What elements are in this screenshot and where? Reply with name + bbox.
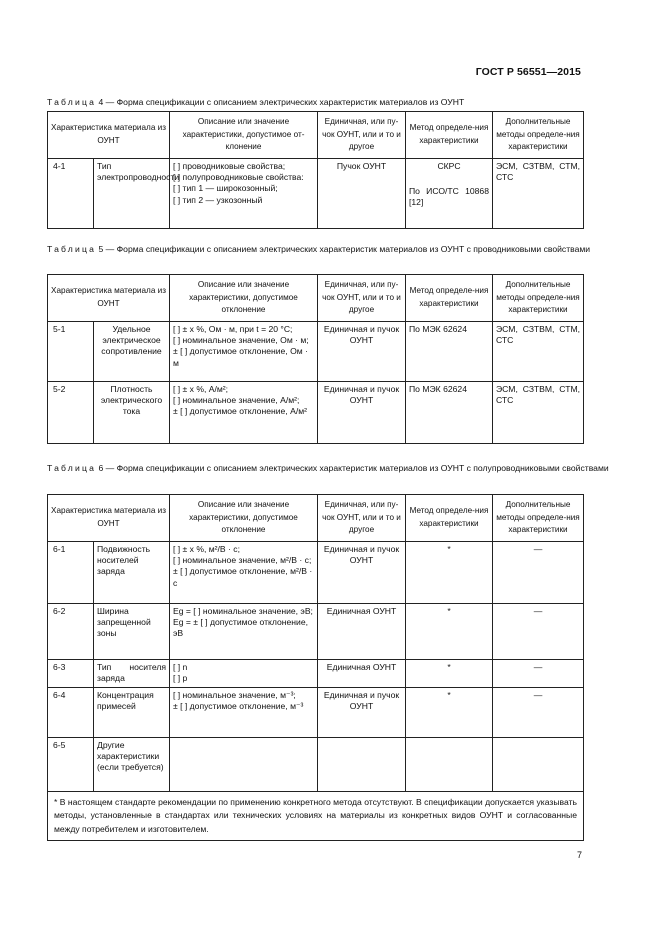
desc-line: [ ] тип 1 — широкозонный; [173,183,278,194]
footnote-row [48,792,584,841]
row-characteristic: Концентрация примесей [94,688,170,738]
row-description [170,688,318,738]
table5-caption [47,243,617,256]
header-unit: Единичная, или пу-чок ОУНТ, или и то и другое [318,112,406,159]
row-unit: Пучок ОУНТ [318,159,406,229]
desc-line: [ ] проводниковые свойства; [173,161,286,172]
row-extra [493,738,584,792]
header-method: Метод определе-ния характеристики [406,112,493,159]
desc-line: [ ] номинальное значение, м⁻³; [173,690,296,701]
desc-line: ± [ ] допустимое отклонение, А/м² [173,406,307,417]
table-row [48,322,584,382]
row-number: 4-1 [48,159,94,229]
desc-line: [ ] ± x %, Ом · м, при t = 20 °C; [173,324,293,335]
row-number: 6-5 [48,738,94,792]
row-number: 5-2 [48,382,94,444]
table-row [48,738,584,792]
row-extra: ЭСМ, СЗТВМ, СТМ, СТС [493,322,584,382]
desc-line: [ ] номинальное значение, м²/В · с; [173,555,312,566]
row-extra: — [493,542,584,604]
row-characteristic: Удельное электрическое сопротивление [94,322,170,382]
desc-line: [ ] p [173,673,188,684]
desc-line: ± [ ] допустимое отклонение, Ом · м [173,346,308,368]
header-unit: Единичная, или пу-чок ОУНТ, или и то и другое [318,275,406,322]
row-number: 5-1 [48,322,94,382]
row-description [170,604,318,660]
row-number: 6-3 [48,660,94,688]
method-line: СКРС [437,161,461,172]
row-characteristic: Подвижность носителей заряда [94,542,170,604]
row-description [170,322,318,382]
table-row [48,382,584,444]
row-number: 6-4 [48,688,94,738]
row-description [170,382,318,444]
header-method: Метод определе-ния характеристики [406,495,493,542]
row-method: * [406,604,493,660]
row-characteristic: Ширина запрещенной зоны [94,604,170,660]
table5-caption-text: 5 — Форма спецификации с описанием электрических характеристик материалов из ОУНТ с проводниковыми свойствами [98,244,591,254]
row-unit: Единичная и пучок ОУНТ [318,542,406,604]
row-characteristic: Плотность электрического тока [94,382,170,444]
header-method: Метод определе-ния характеристики [406,275,493,322]
row-extra: ЭСМ, СЗТВМ, СТМ, СТС [493,159,584,229]
row-characteristic: Тип носителя заряда [94,660,170,688]
header-description: Описание или значение характеристики, допустимое отклонение [170,495,318,542]
row-method [406,159,493,229]
table4-caption [47,96,617,109]
table4-caption-word: Таблица [47,97,97,107]
desc-line: [ ] ± x %, м²/В · с; [173,544,240,555]
header-characteristic: Характеристика материала из ОУНТ [48,495,170,542]
row-unit [318,738,406,792]
desc-line: ± [ ] допустимое отклонение, м⁻³ [173,701,304,712]
header-extra-methods: Дополнительные методы определе-ния характеристики [493,275,584,322]
header-characteristic: Характеристика материала из ОУНТ [48,275,170,322]
page-number: 7 [577,850,583,860]
method-line: По ИСО/ТС 10868 [12] [409,186,489,208]
header-extra-methods: Дополнительные методы определе-ния характеристики [493,495,584,542]
row-characteristic: Тип электропроводности [94,159,170,229]
row-unit: Единичная и пучок ОУНТ [318,322,406,382]
row-extra: ЭСМ, СЗТВМ, СТМ, СТС [493,382,584,444]
row-method: По МЭК 62624 [406,382,493,444]
desc-line: [ ] ± x %, А/м²; [173,384,229,395]
desc-line: [ ] n [173,662,188,673]
row-unit: Единичная ОУНТ [318,660,406,688]
row-unit: Единичная и пучок ОУНТ [318,688,406,738]
table6-caption [47,462,617,475]
row-description [170,159,318,229]
row-characteristic: Другие характеристики (если требуется) [94,738,170,792]
desc-line: [ ] номинальное значение, А/м²; [173,395,300,406]
row-description [170,738,318,792]
table6-caption-word: Таблица [47,463,97,473]
header-extra-methods: Дополнительные методы определе-ния характеристики [493,112,584,159]
table-4 [47,111,584,229]
desc-line: Eg = [ ] номинальное значение, эВ; [173,606,313,617]
row-method: * [406,660,493,688]
table-6 [47,494,584,841]
row-extra: — [493,688,584,738]
row-description [170,660,318,688]
table6-footnote: * В настоящем стандарте рекомендации по применению конкретного метода отсутствуют. В спецификации допускается указывать методы, установленные в стандартах или технических условиях на материалы из конкретных видов ОУНТ и согласованные между потребителем и изготовителем. [48,792,584,841]
row-extra: — [493,604,584,660]
row-method: * [406,688,493,738]
header-characteristic: Характеристика материала из ОУНТ [48,112,170,159]
table5-caption-word: Таблица [47,244,97,254]
table-5 [47,274,584,444]
row-unit: Единичная ОУНТ [318,604,406,660]
desc-line: [ ] тип 2 — узкозонный [173,194,263,205]
table-row [48,688,584,738]
row-method [406,738,493,792]
header-unit: Единичная, или пу-чок ОУНТ, или и то и другое [318,495,406,542]
row-method: По МЭК 62624 [406,322,493,382]
header-description: Описание или значение характеристики, допустимое от-клонение [170,112,318,159]
row-number: 6-2 [48,604,94,660]
row-description [170,542,318,604]
table6-caption-text: 6 — Форма спецификации с описанием электрических характеристик материалов из ОУНТ с полупроводниковыми свойствами [98,463,609,473]
table-row [48,542,584,604]
row-number: 6-1 [48,542,94,604]
table-row [48,604,584,660]
document-code: ГОСТ Р 56551—2015 [475,66,581,78]
row-unit: Единичная и пучок ОУНТ [318,382,406,444]
header-description: Описание или значение характеристики, допустимое отклонение [170,275,318,322]
table-row [48,159,584,229]
desc-line: ± [ ] допустимое отклонение, м²/В · с [173,566,313,588]
table-row [48,660,584,688]
desc-line: Eg = ± [ ] допустимое отклонение, эВ [173,617,309,639]
table4-caption-text: 4 — Форма спецификации с описанием электрических характеристик материалов из ОУНТ [98,97,465,107]
row-method: * [406,542,493,604]
row-extra: — [493,660,584,688]
desc-line: [ ] полупроводниковые свойства: [173,172,304,183]
desc-line: [ ] номинальное значение, Ом · м; [173,335,309,346]
